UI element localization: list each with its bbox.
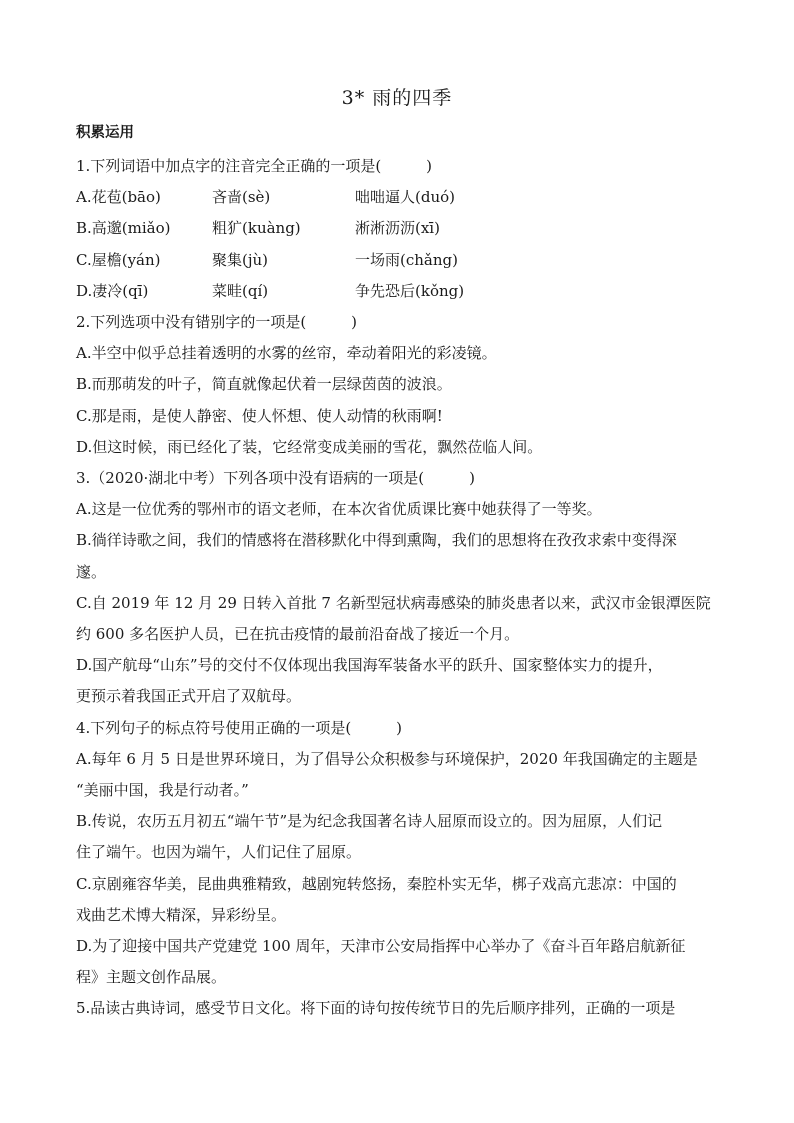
question-3-stem: 3.（2020·湖北中考）下列各项中没有语病的一项是( ) [76,468,475,487]
option-item: 一场雨(chǎng) [355,250,458,269]
option-item: B.高邈(miǎo) [76,219,171,238]
question-1-stem: 1.下列词语中加点字的注音完全正确的一项是( ) [76,157,433,175]
question-4-option-b: B.传说，农历五月初五“端午节”是为纪念我国著名诗人屈原而设立的。因为屈原，人们记 [76,812,663,831]
question-3-option-c: C.自 2019 年 12 月 29 日转入首批 7 名新型冠状病毒感染的肺炎患者以来，武汉市金银潭医院 [76,593,711,612]
question-3-option-c-cont: 约 600 多名医护人员，已在抗击疫情的最前沿奋战了接近一个月。 [76,624,520,643]
question-4-option-d: D.为了迎接中国共产党建党 100 周年，天津市公安局指挥中心举办了《奋斗百年路启航新征 [76,937,686,956]
question-2-option-c: C.那是雨，是使人静密、使人怀想、使人动情的秋雨啊! [76,406,443,425]
question-4-stem: 4.下列句子的标点符号使用正确的一项是( ) [76,718,403,737]
option-item: 咄咄逼人(duó) [355,188,455,207]
question-1-option-d [76,276,722,307]
question-4-option-a: A.每年 6 月 5 日是世界环境日，为了倡导公众积极参与环境保护，2020 年我国确定的主题是 [76,749,698,768]
question-4-option-c-cont: 戏曲艺术博大精深，异彩纷呈。 [76,905,287,924]
question-3-option-b-cont: 邃。 [76,562,107,581]
option-item: 争先恐后(kǒng) [355,281,465,300]
question-3-option-d-cont: 更预示着我国正式开启了双航母。 [76,687,302,706]
question-1-option-a [76,182,722,213]
option-item: 菜畦(qí) [212,281,269,300]
option-item: D.凄冷(qī) [76,281,149,300]
option-item: 淅淅沥沥(xī) [355,219,440,238]
question-1-option-c [76,245,722,276]
option-item: 聚集(jù) [212,250,269,269]
question-3-option-a: A.这是一位优秀的鄂州市的语文老师，在本次省优质课比赛中她获得了一等奖。 [76,500,602,519]
question-1-option-b [76,213,722,244]
question-4-option-c: C.京剧雍容华美，昆曲典雅精致，越剧宛转悠扬，秦腔朴实无华，梆子戏高亢悲凉：中国的 [76,874,677,893]
question-2-option-d: D.但这时候，雨已经化了装，它经常变成美丽的雪花，飘然莅临人间。 [76,437,543,456]
question-2-stem: 2.下列选项中没有错别字的一项是( ) [76,312,358,331]
option-item: 吝啬(sè) [212,188,271,207]
question-4-option-d-cont: 程》主题文创作品展。 [76,968,227,987]
section-heading: 积累运用 [76,124,134,141]
question-5-stem: 5.品读古典诗词，感受节日文化。将下面的诗句按传统节日的先后顺序排列，正确的一项是 [76,999,676,1018]
question-4-option-a-cont: “美丽中国，我是行动者。” [76,781,249,799]
question-3-option-d: D.国产航母“山东”号的交付不仅体现出我国海军装备水平的跃升、国家整体实力的提升， [76,656,663,675]
question-4-option-b-cont: 住了端午。也因为端午，人们记住了屈原。 [76,843,362,862]
option-item: C.屋檐(yán) [76,250,161,269]
question-2-option-a: A.半空中似乎总挂着透明的水雾的丝帘，牵动着阳光的彩凌镜。 [76,344,497,363]
question-3-option-b: B.徜徉诗歌之间，我们的情感将在潜移默化中得到熏陶，我们的思想将在孜孜求索中变得深 [76,531,677,550]
question-2-option-b: B.而那萌发的叶子，简直就像起伏着一层绿茵茵的波浪。 [76,375,452,394]
page-title: 3* 雨的四季 [341,87,453,109]
question-list [76,151,722,1025]
option-item: A.花苞(bāo) [76,188,161,207]
option-item: 粗犷(kuàng) [212,219,301,238]
